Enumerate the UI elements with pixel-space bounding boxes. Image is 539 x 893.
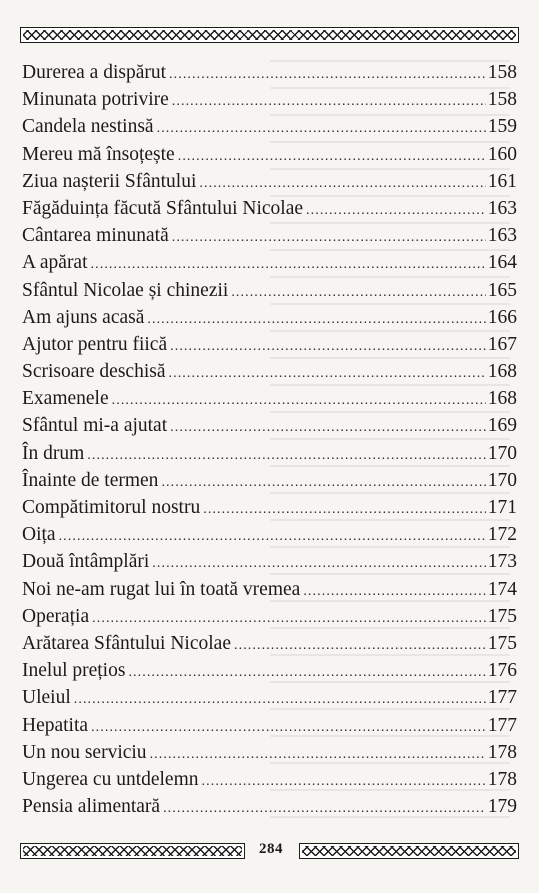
- toc-entry-title: Făgăduința făcută Sfântului Nicolae: [22, 197, 304, 219]
- toc-entry: [22, 195, 517, 222]
- toc-entry: [22, 630, 517, 657]
- toc-entry: [22, 168, 517, 195]
- toc-entry-page: 177: [487, 687, 517, 709]
- dot-leader: [199, 170, 485, 197]
- toc-entry-page: 176: [487, 660, 517, 682]
- toc-entry-page: 159: [487, 116, 517, 138]
- toc-entry-page: 164: [487, 252, 517, 274]
- toc-entry-title: Operația: [22, 605, 90, 627]
- toc-entry: [22, 793, 517, 820]
- toc-entry-page: 170: [487, 442, 517, 464]
- dot-leader: [303, 578, 485, 605]
- toc-entry-title: Sfântul Nicolae și chinezii: [22, 279, 229, 301]
- toc-entry-title: Minunata potrivire: [22, 89, 169, 111]
- toc-entry: [22, 657, 517, 684]
- toc-entry-page: 158: [487, 62, 517, 83]
- toc-entry-title: Scrisoare deschisă: [22, 361, 166, 383]
- toc-entry-page: 163: [487, 197, 517, 219]
- toc-entry: [22, 358, 517, 385]
- toc-entry-page: 158: [487, 89, 517, 111]
- dot-leader: [231, 279, 485, 306]
- toc-entry-page: 178: [487, 768, 517, 790]
- toc-entry-title: Sfântul mi-a ajutat: [22, 415, 168, 437]
- toc-entry-page: 175: [487, 605, 517, 627]
- dot-leader: [172, 224, 486, 251]
- toc-entry-title: Ajutor pentru fiică: [22, 333, 168, 355]
- toc-entry-page: 169: [487, 415, 517, 437]
- dot-leader: [161, 469, 485, 496]
- toc-entry: [22, 440, 517, 467]
- toc-entry: [22, 739, 517, 766]
- toc-entry-page: 178: [487, 741, 517, 763]
- toc-entry-title: Uleiul: [22, 687, 71, 709]
- toc-entry-page: 174: [487, 578, 517, 600]
- toc-entry-title: Hepatita: [22, 714, 89, 736]
- ornamental-footer-border-right: [299, 843, 519, 859]
- toc-entry-title: Mereu mă însoțește: [22, 143, 175, 165]
- table-of-contents: [22, 59, 517, 820]
- toc-entry-title: Compătimitorul nostru: [22, 497, 201, 518]
- dot-leader: [87, 442, 485, 469]
- toc-entry: [22, 141, 517, 168]
- dot-leader: [170, 414, 486, 441]
- toc-entry: [22, 603, 517, 630]
- toc-entry: [22, 548, 517, 575]
- toc-entry-page: 163: [487, 225, 517, 247]
- toc-entry: [22, 712, 517, 739]
- toc-entry: [22, 576, 517, 603]
- toc-entry-page: 173: [487, 551, 517, 573]
- dot-leader: [150, 741, 486, 768]
- toc-entry-title: Oița: [22, 524, 56, 546]
- toc-entry-page: 160: [487, 143, 517, 165]
- toc-entry-title: Candela nestinsă: [22, 116, 154, 138]
- toc-entry: [22, 467, 517, 494]
- toc-entry-page: 177: [487, 714, 517, 736]
- dot-leader: [169, 61, 486, 88]
- toc-entry-title: Cântarea minunată: [22, 225, 169, 247]
- toc-entry-page: 172: [487, 524, 517, 546]
- toc-entry-title: Pensia alimentară: [22, 796, 161, 818]
- toc-entry-title: Durerea a dispărut: [22, 62, 167, 83]
- dot-leader: [59, 523, 486, 550]
- toc-entry: [22, 86, 517, 113]
- toc-entry: [22, 277, 517, 304]
- toc-entry-page: 166: [487, 306, 517, 328]
- toc-entry-page: 175: [487, 632, 517, 654]
- toc-entry: [22, 521, 517, 548]
- toc-entry-title: Inelul prețios: [22, 660, 126, 682]
- dot-leader: [92, 605, 486, 632]
- toc-entry-page: 165: [487, 279, 517, 301]
- toc-entry: [22, 766, 517, 793]
- toc-entry: [22, 412, 517, 439]
- dot-leader: [163, 795, 486, 822]
- toc-entry: [22, 304, 517, 331]
- toc-entry-title: Noi ne-am rugat lui în toată vremea: [22, 578, 301, 600]
- toc-entry-title: În drum: [22, 442, 85, 464]
- toc-entry-page: 170: [487, 469, 517, 491]
- dot-leader: [169, 360, 486, 387]
- toc-entry-title: Înainte de termen: [22, 469, 159, 491]
- toc-entry: [22, 684, 517, 711]
- dot-leader: [91, 714, 486, 741]
- toc-entry-title: Examenele: [22, 388, 109, 410]
- dot-leader: [152, 550, 485, 577]
- toc-entry-page: 161: [487, 170, 517, 192]
- page-number: 284: [259, 841, 283, 857]
- toc-entry-page: 167: [487, 333, 517, 355]
- dot-leader: [91, 251, 486, 278]
- toc-entry: [22, 331, 517, 358]
- toc-entry: [22, 59, 517, 86]
- toc-entry: [22, 113, 517, 140]
- dot-leader: [147, 306, 485, 333]
- toc-entry-page: 168: [487, 388, 517, 410]
- toc-entry-title: Ungerea cu untdelemn: [22, 768, 199, 790]
- dot-leader: [202, 768, 486, 795]
- toc-entry-page: 179: [487, 796, 517, 818]
- toc-entry: [22, 494, 517, 521]
- dot-leader: [170, 333, 486, 360]
- toc-entry: [22, 385, 517, 412]
- ornamental-header-border: [20, 27, 519, 43]
- dot-leader: [74, 686, 486, 713]
- dot-leader: [306, 197, 486, 224]
- dot-leader: [234, 632, 486, 659]
- ornamental-footer-border-left: [20, 843, 245, 859]
- toc-entry-title: Am ajuns acasă: [22, 306, 145, 328]
- toc-entry-title: A apărat: [22, 252, 88, 274]
- toc-entry-page: 171: [487, 497, 517, 518]
- toc-entry-title: Două întâmplări: [22, 551, 150, 573]
- dot-leader: [172, 88, 486, 115]
- dot-leader: [178, 143, 486, 170]
- toc-entry-title: Arătarea Sfântului Nicolae: [22, 632, 231, 654]
- toc-entry-page: 168: [487, 361, 517, 383]
- dot-leader: [112, 387, 486, 414]
- toc-entry-title: Un nou serviciu: [22, 741, 147, 763]
- dot-leader: [157, 115, 486, 142]
- toc-entry-title: Ziua nașterii Sfântului: [22, 170, 197, 192]
- dot-leader: [203, 496, 486, 523]
- toc-entry: [22, 222, 517, 249]
- toc-entry: [22, 249, 517, 276]
- dot-leader: [128, 659, 485, 686]
